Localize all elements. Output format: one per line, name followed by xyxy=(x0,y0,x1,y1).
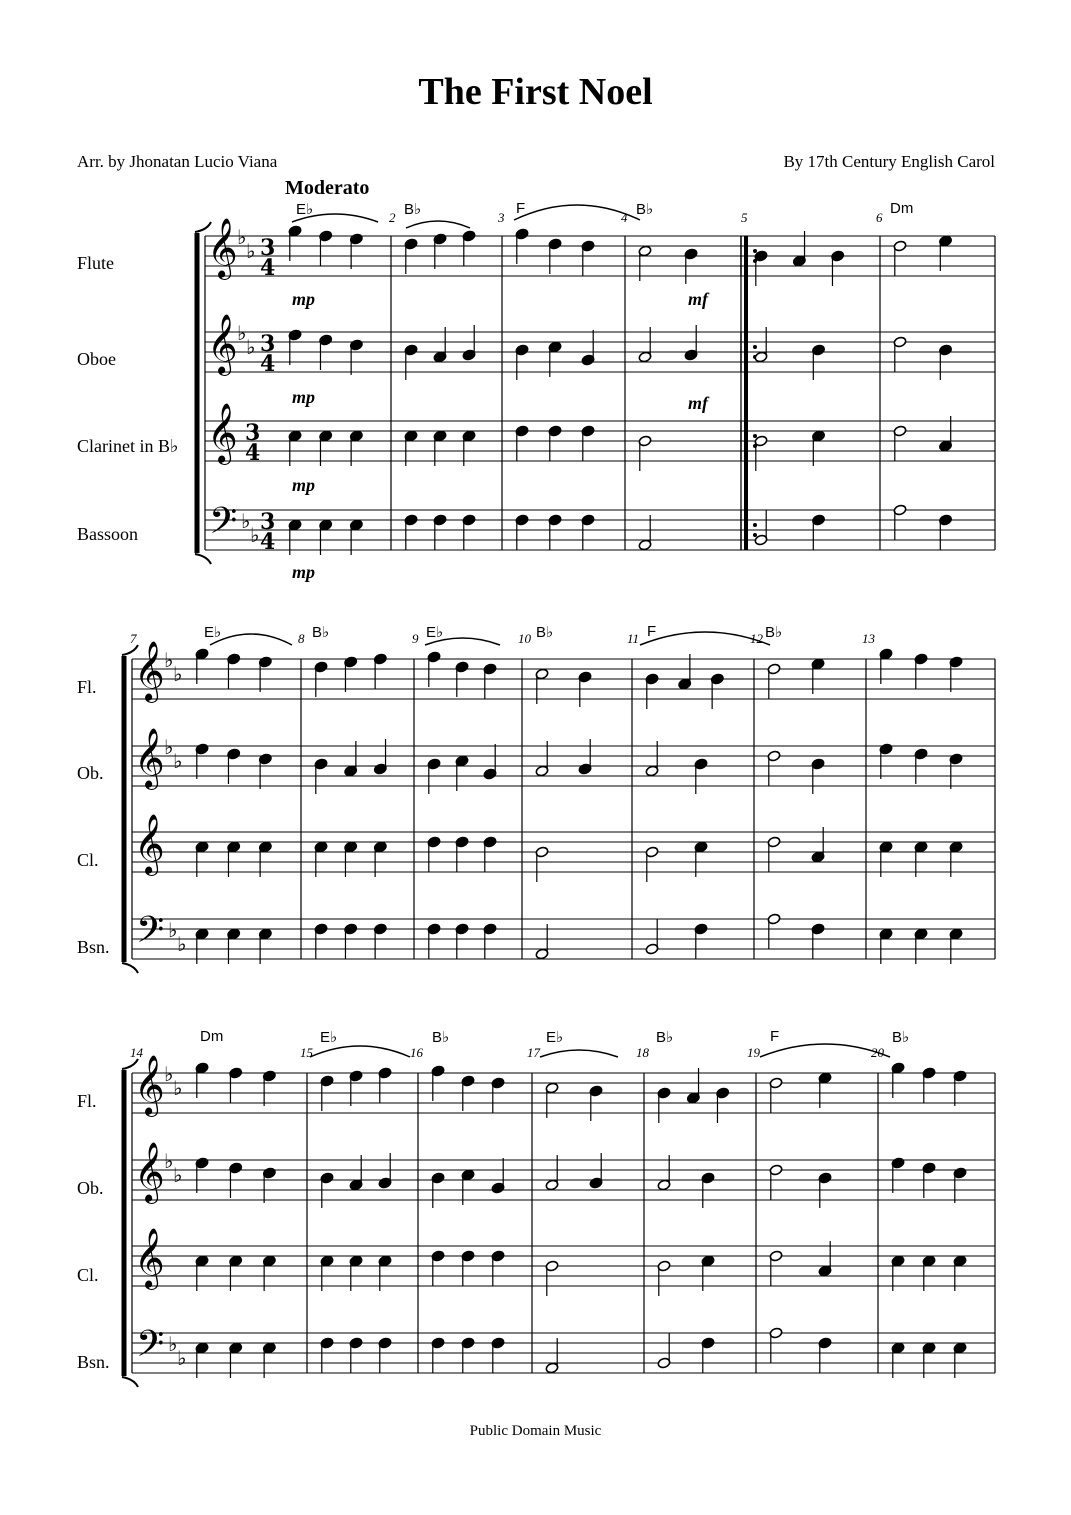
key-flat: ♭ xyxy=(168,1332,178,1356)
treble-clef: 𝄞 xyxy=(207,218,238,278)
measure-number: 19 xyxy=(747,1045,760,1060)
measure-number: 9 xyxy=(412,631,419,646)
instrument-abbr-clarinet: Cl. xyxy=(77,850,99,870)
measure-number: 20 xyxy=(871,1045,884,1060)
measure-number: 7 xyxy=(130,631,137,646)
key-flat: ♭ xyxy=(164,1062,174,1086)
chord-symbol: B♭ xyxy=(404,201,422,218)
instrument-abbr-bassoon: Bsn. xyxy=(77,1352,110,1372)
time-signature-top: 3 xyxy=(260,331,276,357)
arranger-credit: Arr. by Jhonatan Lucio Viana xyxy=(77,152,278,171)
instrument-abbr-oboe: Ob. xyxy=(77,1178,104,1198)
chord-symbol: F xyxy=(770,1028,780,1045)
slur xyxy=(514,205,640,220)
chord-symbol: B♭ xyxy=(892,1029,910,1046)
chord-symbol: B♭ xyxy=(536,624,554,641)
chord-symbol: E♭ xyxy=(320,1029,338,1046)
treble-clef: 𝄞 xyxy=(134,1055,165,1115)
system-bracket-hook xyxy=(122,1377,138,1387)
time-signature-bottom: 4 xyxy=(260,255,276,281)
repeat-dot xyxy=(753,434,757,438)
repeat-dot xyxy=(753,345,757,349)
treble-clef: 𝄞 xyxy=(134,814,165,874)
treble-clef: 𝄞 xyxy=(134,1142,165,1202)
instrument-abbr-oboe: Ob. xyxy=(77,763,104,783)
measure-number: 16 xyxy=(410,1045,423,1060)
system-bracket-hook xyxy=(195,554,211,564)
chord-symbol: E♭ xyxy=(426,624,444,641)
instrument-abbr-clarinet: Cl. xyxy=(77,1265,99,1285)
key-flat: ♭ xyxy=(237,321,247,345)
key-flat: ♭ xyxy=(164,648,174,672)
instrument-name-bassoon: Bassoon xyxy=(77,524,139,544)
dynamic-mf: mf xyxy=(688,393,708,413)
chord-symbol: E♭ xyxy=(546,1029,564,1046)
measure-number: 3 xyxy=(498,210,505,225)
repeat-dot xyxy=(753,533,757,537)
slur xyxy=(292,214,378,222)
instrument-abbr-bassoon: Bsn. xyxy=(77,937,110,957)
chord-symbol: B♭ xyxy=(656,1029,674,1046)
key-flat: ♭ xyxy=(177,1346,187,1370)
time-signature-bottom: 4 xyxy=(260,529,276,555)
treble-clef: 𝄞 xyxy=(207,314,238,374)
bass-clef: 𝄢 xyxy=(136,909,165,960)
measure-number: 2 xyxy=(389,210,396,225)
key-flat: ♭ xyxy=(168,918,178,942)
time-signature-top: 3 xyxy=(260,235,276,261)
chord-symbol: E♭ xyxy=(296,201,314,218)
key-flat: ♭ xyxy=(241,509,251,533)
measure-number: 11 xyxy=(627,631,640,646)
measure-number: 18 xyxy=(636,1045,649,1060)
bass-clef: 𝄢 xyxy=(136,1323,165,1374)
key-flat: ♭ xyxy=(177,932,187,956)
measure-number: 15 xyxy=(300,1045,313,1060)
chord-symbol: B♭ xyxy=(636,201,654,218)
dynamic-mf: mf xyxy=(688,289,708,309)
slur xyxy=(210,634,292,645)
chord-symbol: B♭ xyxy=(765,624,783,641)
chord-symbol: F xyxy=(647,623,657,640)
system-bracket-hook xyxy=(122,963,138,973)
instrument-name-clarinet: Clarinet in B♭ xyxy=(77,436,179,456)
key-flat: ♭ xyxy=(246,239,256,263)
instrument-name-oboe: Oboe xyxy=(77,349,116,369)
slur xyxy=(406,221,470,228)
instrument-name-flute: Flute xyxy=(77,253,115,273)
key-flat: ♭ xyxy=(250,523,260,547)
treble-clef: 𝄞 xyxy=(134,641,165,701)
key-flat: ♭ xyxy=(173,1163,183,1187)
dynamic-mp: mp xyxy=(292,475,316,495)
time-signature-bottom: 4 xyxy=(245,440,261,466)
chord-symbol: Dm xyxy=(200,1028,224,1045)
treble-clef: 𝄞 xyxy=(134,728,165,788)
chord-symbol: B♭ xyxy=(432,1029,450,1046)
measure-number: 8 xyxy=(298,631,305,646)
measure-number: 10 xyxy=(518,631,531,646)
repeat-dot xyxy=(753,249,757,253)
score-title: The First Noel xyxy=(418,71,653,113)
treble-clef: 𝄞 xyxy=(134,1228,165,1288)
time-signature-top: 3 xyxy=(260,509,276,535)
bass-clef: 𝄢 xyxy=(209,500,238,551)
chord-symbol: E♭ xyxy=(204,624,222,641)
dynamic-mp: mp xyxy=(292,387,316,407)
time-signature-bottom: 4 xyxy=(260,351,276,377)
key-flat: ♭ xyxy=(164,1149,174,1173)
slur xyxy=(540,1050,618,1057)
treble-clef: 𝄞 xyxy=(207,403,238,463)
measure-number: 6 xyxy=(876,210,883,225)
measure-number: 13 xyxy=(862,631,875,646)
dynamic-mp: mp xyxy=(292,289,316,309)
dynamic-mp: mp xyxy=(292,562,316,582)
chord-symbol: B♭ xyxy=(312,624,330,641)
slur xyxy=(425,638,500,645)
instrument-abbr-flute: Fl. xyxy=(77,677,97,697)
slur xyxy=(760,1044,890,1057)
time-signature-top: 3 xyxy=(245,420,261,446)
measure-number: 12 xyxy=(750,631,763,646)
composer-credit: By 17th Century English Carol xyxy=(783,152,995,171)
measure-number: 17 xyxy=(527,1045,540,1060)
chord-symbol: Dm xyxy=(890,200,914,217)
slur xyxy=(310,1046,410,1057)
key-flat: ♭ xyxy=(173,662,183,686)
instrument-abbr-flute: Fl. xyxy=(77,1091,97,1111)
key-flat: ♭ xyxy=(173,749,183,773)
measure-number: 4 xyxy=(621,210,628,225)
footer-note: Public Domain Music xyxy=(469,1423,602,1439)
chord-symbol: F xyxy=(516,200,526,217)
slur xyxy=(640,632,770,645)
key-flat: ♭ xyxy=(246,335,256,359)
measure-number: 14 xyxy=(130,1045,143,1060)
tempo-marking: Moderato xyxy=(285,177,370,199)
repeat-dot xyxy=(753,523,757,527)
key-flat: ♭ xyxy=(237,225,247,249)
key-flat: ♭ xyxy=(164,735,174,759)
measure-number: 5 xyxy=(741,210,748,225)
key-flat: ♭ xyxy=(173,1076,183,1100)
